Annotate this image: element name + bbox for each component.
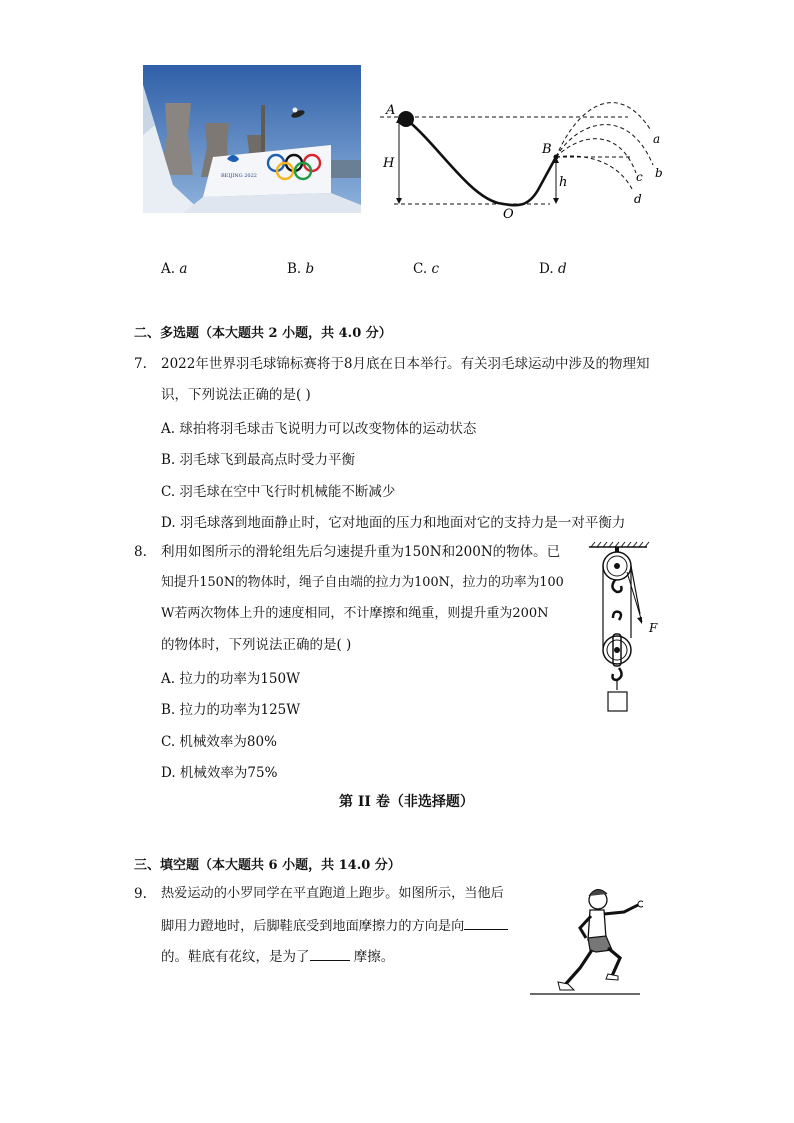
q8-stem-line4: 的物体时，下列说法正确的是( ) (161, 637, 352, 653)
q8-option-d[interactable]: D. 机械效率为75% (161, 765, 278, 781)
q8-stem-line1: 利用如图所示的滑轮组先后匀速提升重为150N和200N的物体。已 (161, 544, 561, 560)
q7-option-c[interactable]: C. 羽毛球在空中飞行时机械能不断减少 (161, 484, 396, 500)
q9-line2: 脚用力蹬地时，后脚鞋底受到地面摩擦力的方向是向 (161, 919, 465, 934)
label-h: h (559, 175, 568, 190)
label-d: d (634, 192, 642, 206)
pulley-diagram (585, 538, 665, 718)
q7-option-a[interactable]: A. 球拍将羽毛球击飞说明力可以改变物体的运动状态 (161, 421, 477, 437)
q8-option-c[interactable]: C. 机械效率为80% (161, 734, 277, 750)
section2-heading: 二、多选题（本大题共 2 小题，共 4.0 分） (134, 326, 392, 341)
q6-option-d[interactable]: D. d (539, 261, 567, 277)
q9-blank-1[interactable] (464, 915, 508, 930)
q8-option-a[interactable]: A. 拉力的功率为150W (161, 671, 300, 687)
q8-stem-line2: 知提升150N的物体时，绳子自由端的拉力为100N，拉力的功率为100 (161, 575, 564, 590)
q8-option-b[interactable]: B. 拉力的功率为125W (161, 702, 301, 718)
q9-blank-2[interactable] (310, 946, 350, 961)
q9-line3-b: 摩擦。 (353, 949, 395, 965)
q7-option-b[interactable]: B. 羽毛球飞到最高点时受力平衡 (161, 452, 356, 468)
section3-heading: 三、填空题（本大题共 6 小题，共 14.0 分） (134, 858, 401, 873)
label-a: a (653, 132, 661, 146)
label-H: H (383, 156, 395, 171)
q7-option-d[interactable]: D. 羽毛球落到地面静止时，它对地面的压力和地面对它的支持力是一对平衡力 (161, 515, 626, 531)
q6-option-b[interactable]: B. b (287, 261, 315, 277)
label-B: B (542, 142, 552, 157)
q8-number: 8. (134, 544, 147, 560)
ski-jump-photo (143, 65, 361, 213)
force-label-F: F (649, 621, 658, 635)
q7-stem-line1: 2022年世界羽毛球锦标赛将于8月底在日本举行。有关羽毛球运动中涉及的物理知 (161, 356, 650, 372)
q9-line3-a: 的。鞋底有花纹，是为了 (161, 949, 310, 965)
photo-emblem-text: BEIJING 2022 (221, 173, 257, 179)
label-c: c (636, 170, 643, 184)
q9-number: 9. (134, 886, 147, 902)
q6-option-c[interactable]: C. c (413, 261, 439, 277)
q6-option-a[interactable]: A. a (161, 261, 188, 277)
q7-number: 7. (134, 356, 147, 372)
runner-figure (528, 884, 643, 999)
q9-line1: 热爱运动的小罗同学在平直跑道上跑步。如图所示，当他后 (161, 886, 504, 901)
q9-line2-row (161, 915, 508, 937)
trajectory-diagram (378, 85, 678, 225)
q9-line3-row (161, 946, 394, 967)
label-A: A (386, 103, 396, 118)
q8-stem-line3: W若两次物体上升的速度相同，不计摩擦和绳重，则提升重为200N (161, 606, 549, 621)
q7-stem-line2: 识，下列说法正确的是( ) (161, 387, 311, 403)
label-O: O (503, 207, 514, 222)
part2-title: 第 II 卷（非选择题） (339, 794, 474, 810)
label-b: b (655, 166, 663, 180)
